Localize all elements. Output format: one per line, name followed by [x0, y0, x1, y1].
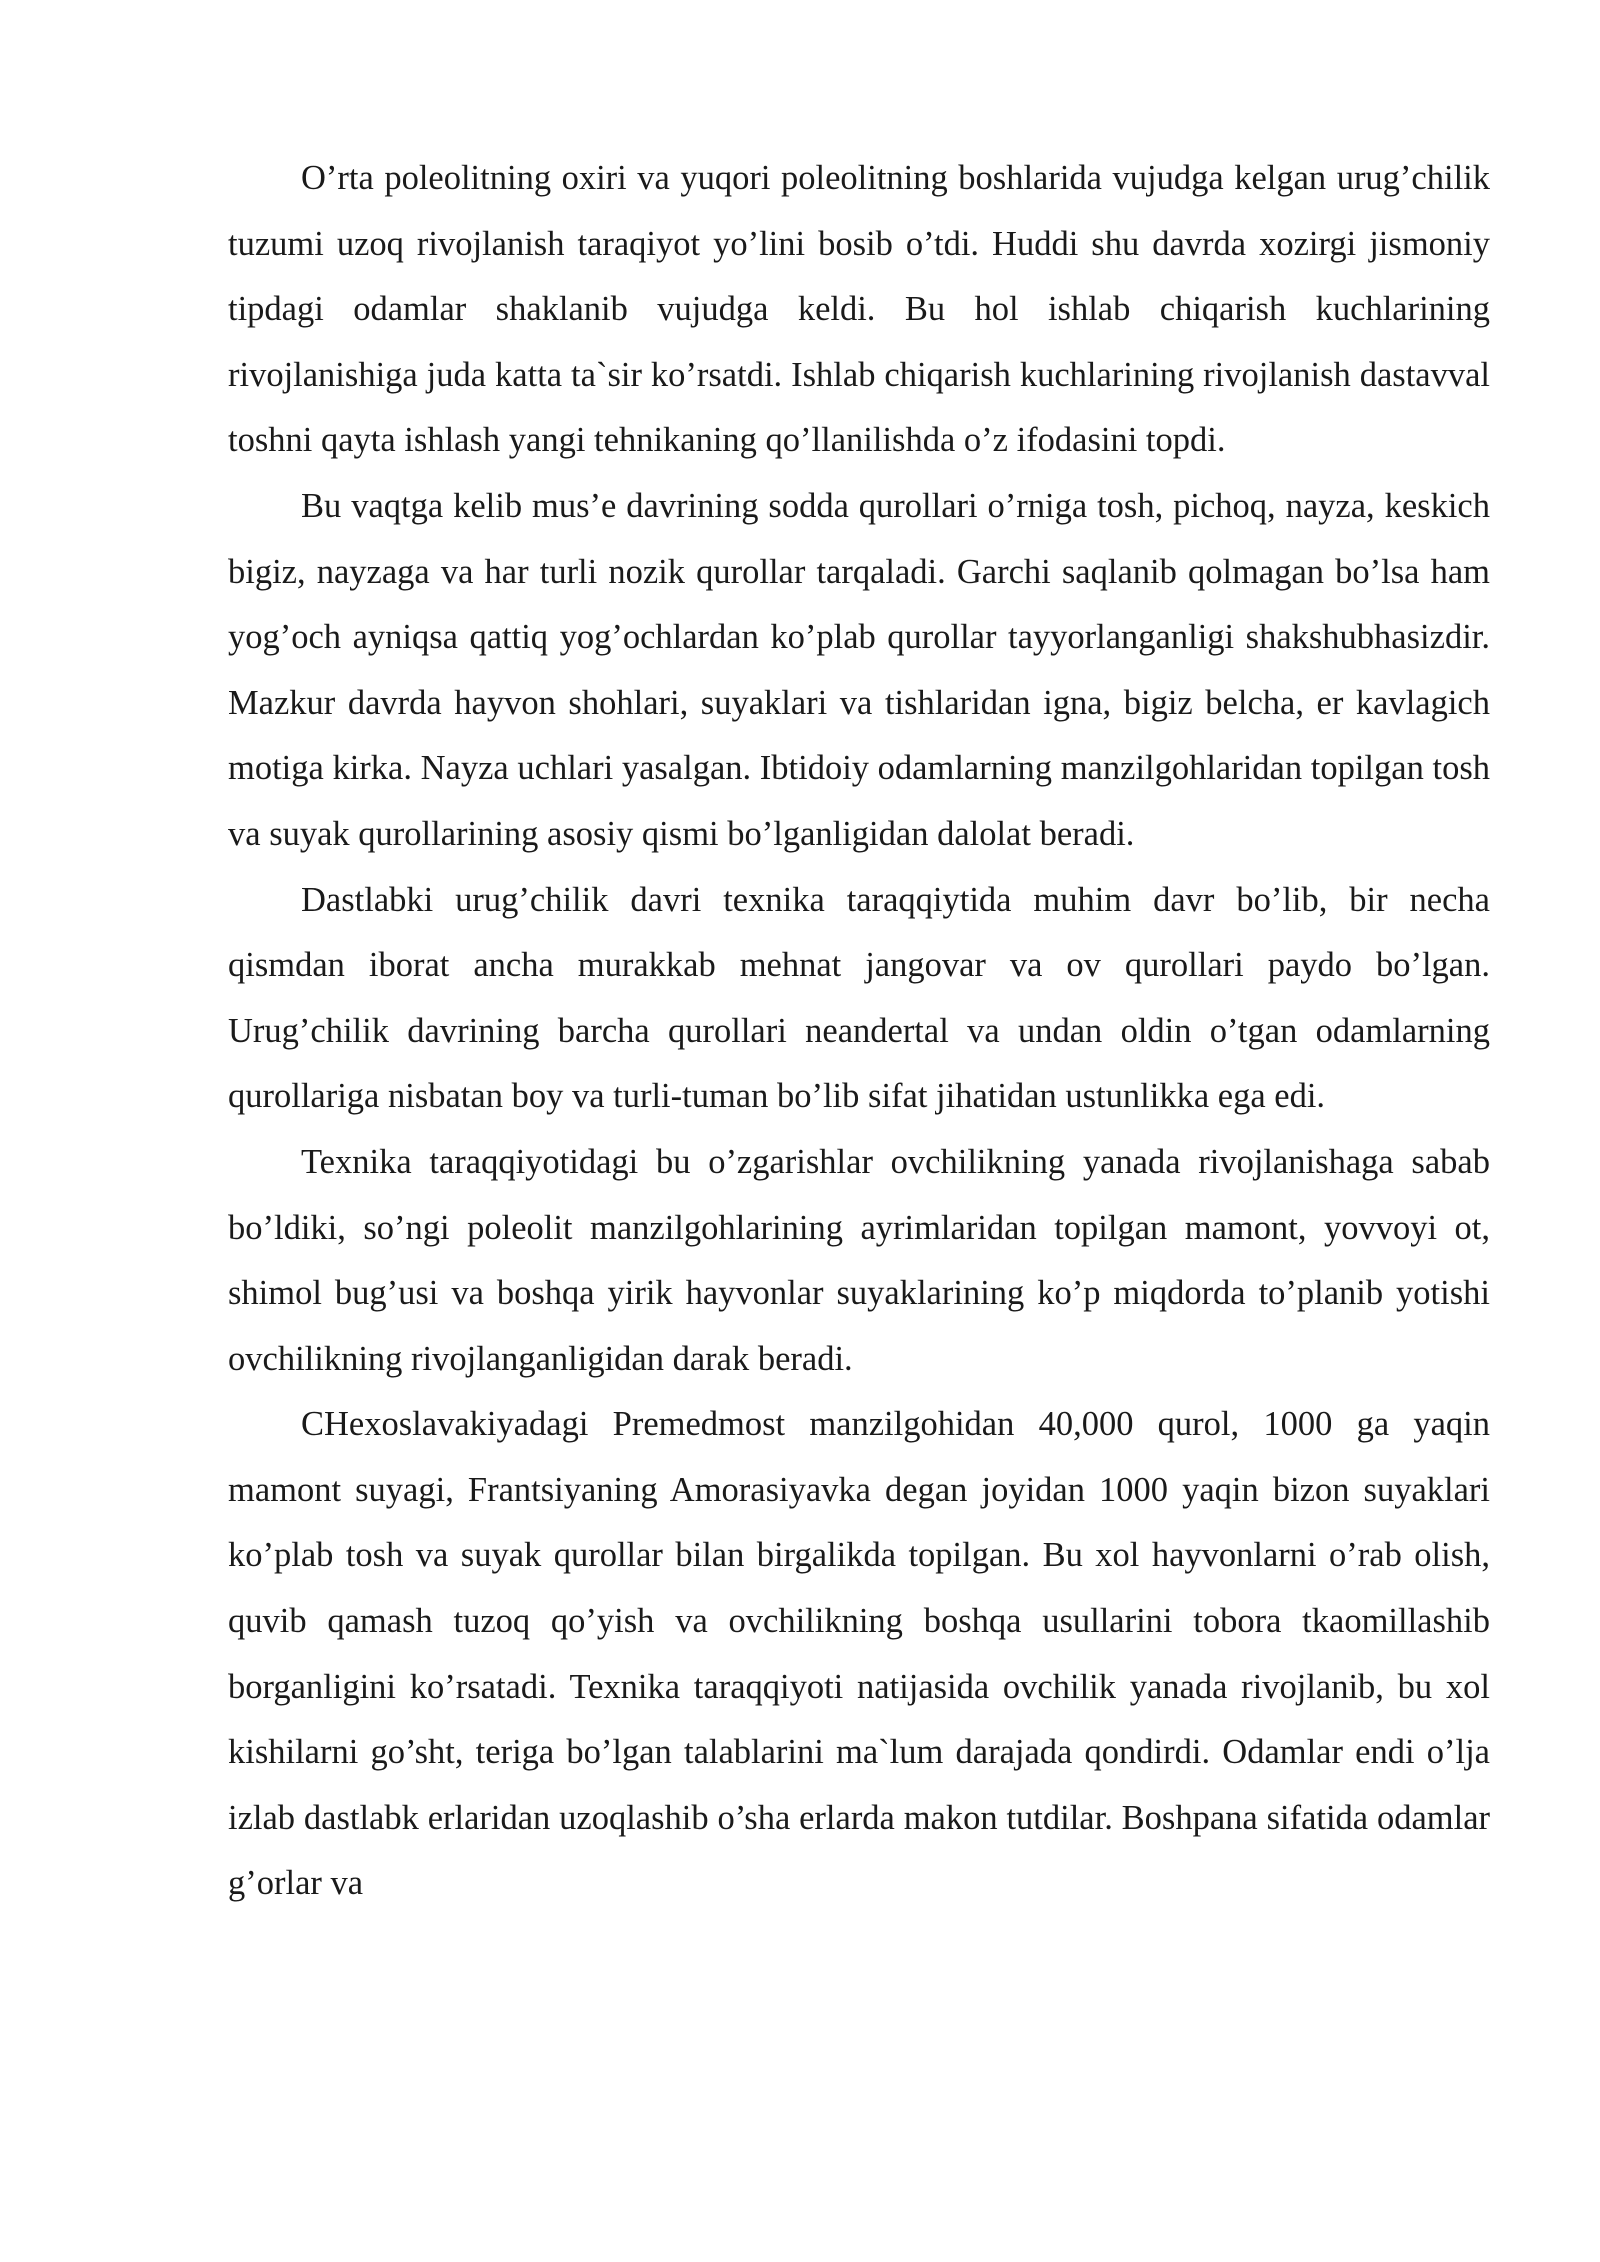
paragraph-3: Dastlabki urug’chilik davri texnika taraqqiytida muhim davr bo’lib, bir necha qismdan iborat ancha murakkab mehnat jangovar va ov qurollari paydo bo’lgan. Urug’chilik davrining barcha qurollari neandertal va undan oldin o’tgan odamlarning qurollariga nisbatan boy va turli-tuman bo’lib sifat jihatidan ustunlikka ega edi.: [228, 880, 1490, 1116]
paragraph-5: CHexoslavakiyadagi Premedmost manzilgohidan 40,000 qurol, 1000 ga yaqin mamont suyagi, Frantsiyaning Amorasiyavka degan joyidan 1000 yaqin bizon suyaklari ko’plab tosh va suyak qurollar bilan birgalikda topilgan. Bu xol hayvonlarni o’rab olish, quvib qamash tuzoq qo’yish va ovchilikning boshqa usullarini tobora tkaomillashib borganligini ko’rsatadi. Texnika taraqqiyoti natijasida ovchilik yanada rivojlanib, bu xol kishilarni go’sht, teriga bo’lgan talablarini ma`lum darajada qondirdi. Odamlar endi o’lja izlab dastlabk erlaridan uzoqlashib o’sha erlarda makon tutdilar. Boshpana sifatida odamlar g’orlar va: [228, 1405, 1490, 1903]
document-body: [228, 146, 1490, 1917]
paragraph-4: Texnika taraqqiyotidagi bu o’zgarishlar ovchilikning yanada rivojlanishaga sabab bo’ldiki, so’ngi poleolit manzilgohlarining ayrimlaridan topilgan mamont, yovvoyi ot, shimol bug’usi va boshqa yirik hayvonlar suyaklarining ko’p miqdorda to’planib yotishi ovchilikning rivojlanganligidan darak beradi.: [228, 1142, 1490, 1378]
paragraph-1: O’rta poleolitning oxiri va yuqori poleolitning boshlarida vujudga kelgan urug’chilik tuzumi uzoq rivojlanish taraqiyot yo’lini bosib o’tdi. Huddi shu davrda xozirgi jismoniy tipdagi odamlar shaklanib vujudga keldi. Bu hol ishlab chiqarish kuchlarining rivojlanishiga juda katta ta`sir ko’rsatdi. Ishlab chiqarish kuchlarining rivojlanish dastavval toshni qayta ishlash yangi tehnikaning qo’llanilishda o’z ifodasini topdi.: [228, 159, 1490, 460]
paragraph-2: Bu vaqtga kelib mus’e davrining sodda qurollari o’rniga tosh, pichoq, nayza, keskich bigiz, nayzaga va har turli nozik qurollar tarqaladi. Garchi saqlanib qolmagan bo’lsa ham yog’och ayniqsa qattiq yog’ochlardan ko’plab qurollar tayyorlanganligi shakshubhasizdir. Mazkur davrda hayvon shohlari, suyaklari va tishlaridan igna, bigiz belcha, er kavlagich motiga kirka. Nayza uchlari yasalgan. Ibtidoiy odamlarning manzilgohlaridan topilgan tosh va suyak qurollarining asosiy qismi bo’lganligidan dalolat beradi.: [228, 486, 1490, 853]
